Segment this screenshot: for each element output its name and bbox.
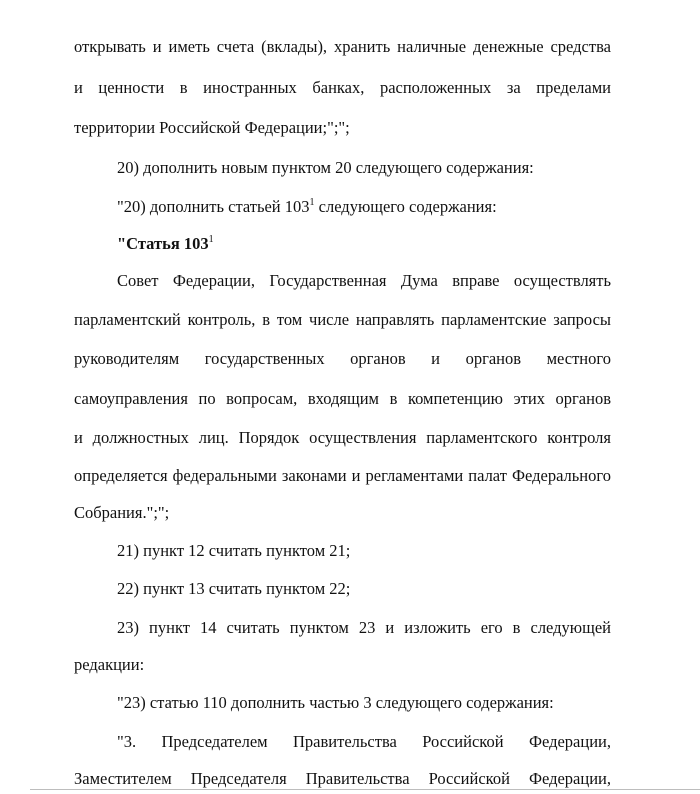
- text-line: "23) статью 110 дополнить частью 3 следующего содержания:: [117, 693, 554, 712]
- text-line: территории Российской Федерации;";";: [74, 118, 350, 137]
- text-line: 20) дополнить новым пунктом 20 следующего содержания:: [117, 158, 534, 177]
- text-line: 21) пункт 12 считать пунктом 21;: [117, 541, 351, 560]
- text-line: Заместителем Председателя Правительства Российской Федерации,: [74, 769, 611, 788]
- text-line: определяется федеральными законами и регламентами палат Федерального: [74, 466, 611, 485]
- text-line: открывать и иметь счета (вклады), хранить наличные денежные средства: [74, 37, 611, 56]
- text-line: руководителям государственных органов и органов местного: [74, 349, 611, 368]
- article-heading: "Статья $103^1$: [117, 234, 214, 253]
- text-line: парламентский контроль, в том числе направлять парламентские запросы: [74, 310, 611, 329]
- text-line: самоуправления по вопросам, входящим в компетенцию этих органов: [74, 389, 611, 408]
- text-line: "20) дополнить статьей $103^1$ следующего содержания:: [117, 197, 497, 216]
- text-line: и ценности в иностранных банках, расположенных за пределами: [74, 78, 611, 97]
- text-line: Собрания.";";: [74, 503, 170, 522]
- text-line: 23) пункт 14 считать пунктом 23 и изложить его в следующей: [117, 618, 611, 637]
- text-line: редакции:: [74, 655, 145, 674]
- text-line: Совет Федерации, Государственная Дума вправе осуществлять: [117, 271, 611, 290]
- text-line: и должностных лиц. Порядок осуществления парламентского контроля: [74, 428, 611, 447]
- text-line: "3. Председателем Правительства Российской Федерации,: [117, 732, 611, 751]
- text-line: 22) пункт 13 считать пунктом 22;: [117, 579, 351, 598]
- bottom-divider: [30, 789, 700, 790]
